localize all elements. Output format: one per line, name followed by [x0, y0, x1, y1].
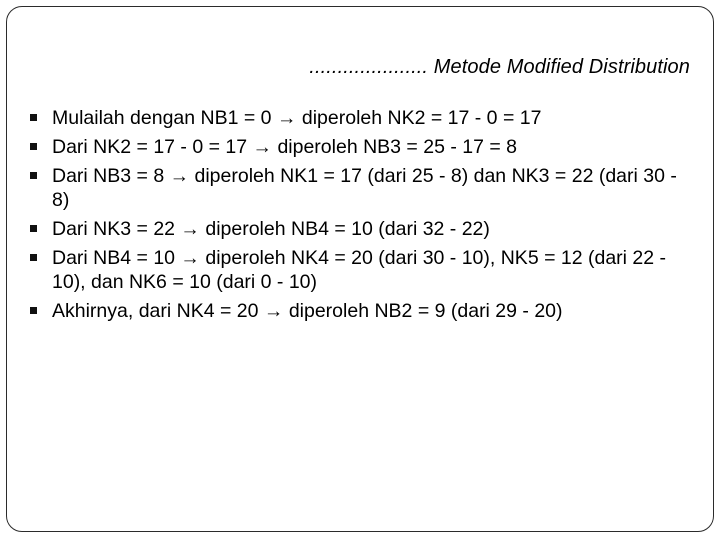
bullet-list	[30, 106, 698, 328]
bullet-item	[30, 299, 698, 323]
square-bullet-icon	[30, 307, 37, 314]
bullet-item	[30, 106, 698, 130]
square-bullet-icon	[30, 254, 37, 261]
square-bullet-icon	[30, 114, 37, 121]
bullet-text: Dari NB3 = 8 → diperoleh NK1 = 17 (dari 25 - 8) dan NK3 = 22 (dari 30 - 8)	[52, 165, 677, 211]
square-bullet-icon	[30, 172, 37, 179]
bullet-text: Mulailah dengan NB1 = 0 → diperoleh NK2 = 17 - 0 = 17	[52, 107, 542, 129]
bullet-item	[30, 217, 698, 241]
bullet-item	[30, 246, 698, 294]
slide-title: ..................... Metode Modified Distribution	[309, 56, 690, 78]
bullet-text: Akhirnya, dari NK4 = 20 → diperoleh NB2 = 9 (dari 29 - 20)	[52, 300, 563, 322]
square-bullet-icon	[30, 225, 37, 232]
bullet-item	[30, 135, 698, 159]
bullet-text: Dari NB4 = 10 → diperoleh NK4 = 20 (dari 30 - 10), NK5 = 12 (dari 22 - 10), dan NK6 = 10 (dari 0 - 10)	[52, 247, 667, 293]
bullet-text: Dari NK2 = 17 - 0 = 17 → diperoleh NB3 = 25 - 17 = 8	[52, 136, 518, 158]
square-bullet-icon	[30, 143, 37, 150]
bullet-item	[30, 164, 698, 212]
bullet-text: Dari NK3 = 22 → diperoleh NB4 = 10 (dari 32 - 22)	[52, 218, 490, 240]
